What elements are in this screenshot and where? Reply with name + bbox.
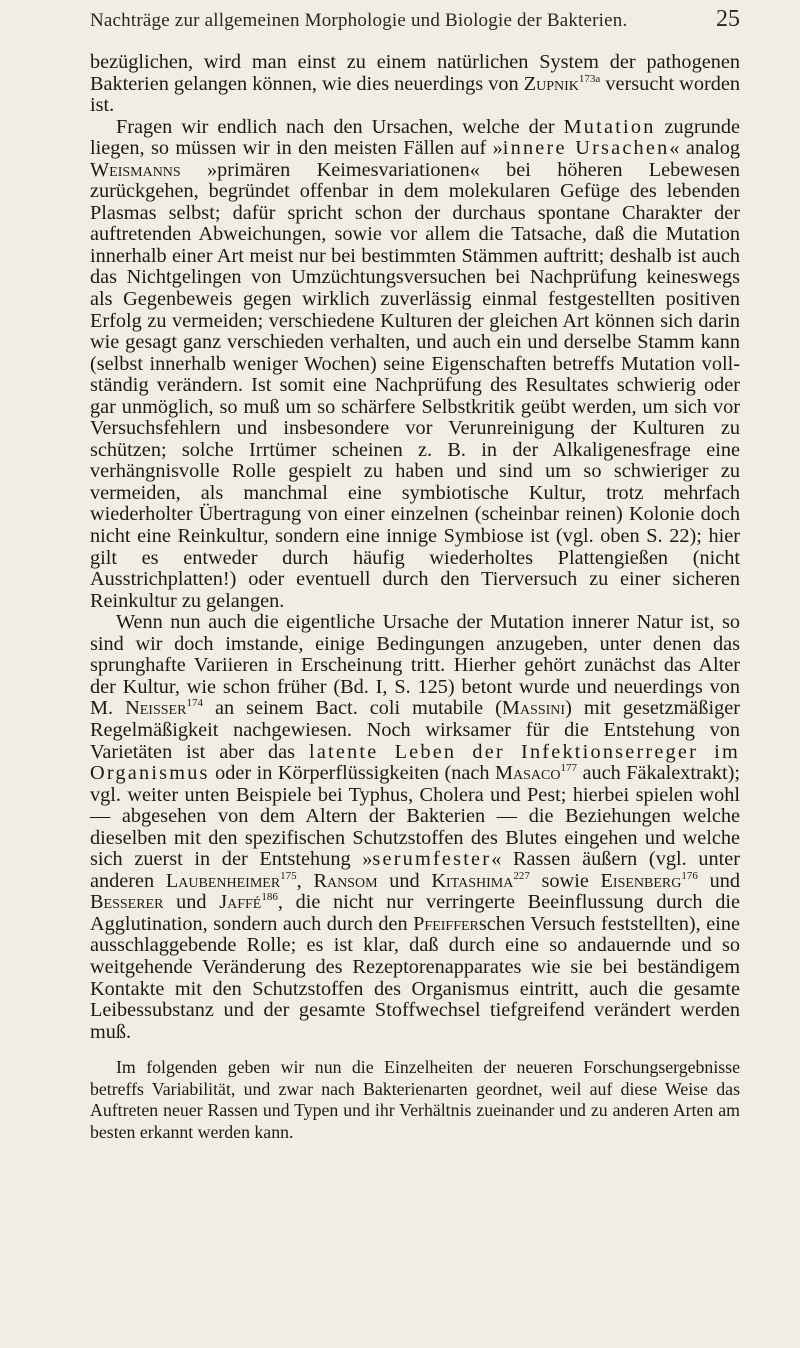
author-name: Laubenheimer — [165, 869, 281, 892]
text-run: zugrunde liegen, so müssen wir in den meisten Fällen auf » — [90, 115, 741, 160]
author-name: Pfeiffer — [413, 912, 479, 935]
small-print-section — [90, 1057, 740, 1143]
author-name: Kitashima — [431, 869, 514, 892]
paragraph — [90, 612, 740, 1043]
author-name: Zupnik — [523, 72, 579, 95]
emphasized-text: Mutation — [563, 115, 656, 138]
author-name: Besserer — [90, 891, 164, 914]
author-name: Masaco — [494, 762, 561, 785]
text-run: « Rassen äußern (vgl. unter anderen — [90, 848, 740, 892]
footnote-reference: 174 — [186, 697, 203, 710]
text-run: bezüglichen, wird man einst zu einem natürlichen System der pathogenen Bakterien gelangen können, wie dies neuerdings von — [90, 51, 740, 95]
running-header — [90, 4, 740, 40]
text-run: sowie — [529, 869, 601, 892]
main-text — [90, 52, 740, 1043]
page-body — [90, 52, 740, 1143]
running-title: Nachträge zur allgemeinen Morphologie und Biologie der Bakterien. — [90, 10, 628, 31]
emphasized-text: innere Ursachen — [502, 137, 670, 160]
author-name: Massini — [501, 697, 566, 720]
text-run: und — [163, 891, 220, 914]
footnote-reference: 176 — [681, 870, 698, 883]
text-run: versucht worden ist. — [90, 72, 741, 117]
text-run: Im folgenden geben wir nun die Einzelheiten der neueren Forschungsergebnisse betreffs Variabilität, und zwar nach Bakterienarten geordnet, weil auf diese Weise das Auftreten neuer Rassen und Typen und ihr Verhältnis zueinander und zu anderen Arten am besten erkannt werden kann. — [90, 1057, 740, 1142]
text-run: , die nicht nur verringerte Beeinflussung durch die Agglutination, sondern auch durch den — [90, 891, 740, 935]
footnote-reference: 177 — [560, 762, 577, 775]
text-run: « analog — [669, 137, 740, 160]
author-name: Jaffé — [219, 891, 262, 914]
emphasized-text: serumfester — [372, 848, 492, 871]
text-run: »primären Keimesvariationen« bei höheren Lebewesen zurückgehen, begründet offenbar in dem molekularen Gefüge des lebenden Plasmas selbst; dafür spricht schon der durchaus spontane Charakter der auftretenden Abweichungen, sowie vor allem die Tatsache, daß die Mutation innerhalb einer Art meist nur bei bestimmten Stämmen auftritt; deshalb ist auch das Nichtgelingen von Umzüchtungsversuchen bei Nachprüfung keineswegs als Gegenbeweis gegen wirklich zuverlässig einmal festgestellten positiven Erfolg zu vermeiden; verschiedene Kulturen der gleichen Art können sich darin wie gesagt ganz verschieden verhalten, und auch ein und derselbe Stamm kann (selbst innerhalb weniger Wochen) seine Eigenschaften betreffs Mutation vollständig verändern. Ist somit eine Nachprüfung des Resultates schwierig oder gar unmöglich, so muß um so schärfere Selbstkritik geübt werden, um sich vor Versuchsfehlern und insbesondere vor Verunreinigung der Kulturen zu schützen; solche Irrtümer scheinen z. B. in der Alkaligenesfrage eine verhängnisvolle Rolle gespielt zu haben und sind um so schwieriger zu vermeiden, als manchmal eine symbiotische Kultur, trotz mehrfach wiederholter Übertragung von einer einzelnen (scheinbar reinen) Kolonie doch nicht eine Reinkultur, sondern eine innige Symbiose ist (vgl. oben S. 22); hier gilt es entweder durch häufig wiederholtes Plattengießen (nicht Ausstrichplatten!) oder eventuell durch den Tierversuch zu einer sicheren Reinkultur zu gelangen. — [90, 158, 740, 612]
text-run: und — [377, 869, 432, 892]
author-name: Neisser — [125, 697, 187, 720]
text-run: auch Fäkalextrakt); vgl. weiter unten Beispiele bei Typhus, Cholera und Pest; hierbei spielen wohl — abgesehen von dem Altern der Bakterien — die Beziehungen welche dieselben mit den spezifischen Schutzstoffen des Blutes eingehen und welche sich zuerst in der Entstehung » — [90, 762, 740, 871]
paragraph — [90, 52, 740, 117]
text-run: und — [697, 869, 740, 892]
footnote-reference: 175 — [280, 870, 297, 883]
author-name: Eisenberg — [600, 869, 682, 892]
text-run: ) mit gesetzmäßiger Regelmäßigkeit nachgewiesen. Noch wirksamer für die Entstehung von Varietäten ist aber das — [90, 697, 740, 763]
paragraph — [90, 117, 740, 613]
author-name: Ransom — [313, 869, 378, 892]
text-run: schen Versuch feststellten), eine ausschlaggebende Rolle; es ist klar, daß durch eine so andauernde und so weitgehende Veränderung des Rezeptorenapparates wie sie bei beständigem Kontakte mit den Schutzstoffen des Organismus eintritt, auch die gesamte Leibessubstanz und der gesamte Stoffwechsel tiefgreifend verändert werden muß. — [90, 912, 740, 1043]
author-name: Weismanns — [90, 158, 181, 181]
text-run: an seinem Bact. coli mutabile ( — [202, 697, 502, 720]
text-run: , — [296, 869, 314, 892]
small-print-paragraph — [90, 1057, 740, 1143]
text-run: Fragen wir endlich nach den Ursachen, welche der — [116, 115, 564, 138]
page-number: 25 — [716, 6, 740, 32]
text-run: Wenn nun auch die eigentliche Ursache der Mutation innerer Natur ist, so sind wir doch imstande, einige Bedingungen anzugeben, unter denen das sprunghafte Variieren in Erscheinung tritt. Hierher gehört zunächst das Alter der Kultur, wie schon früher (Bd. I, S. 125) betont wurde und neuerdings von M. — [90, 611, 740, 720]
text-run: oder in Körperflüssigkeiten (nach — [209, 762, 495, 785]
footnote-reference: 227 — [513, 870, 530, 883]
emphasized-text: latente Leben der Infektionserreger im Organismus — [90, 740, 740, 785]
footnote-reference: 173a — [578, 72, 601, 85]
footnote-reference: 186 — [261, 891, 278, 904]
